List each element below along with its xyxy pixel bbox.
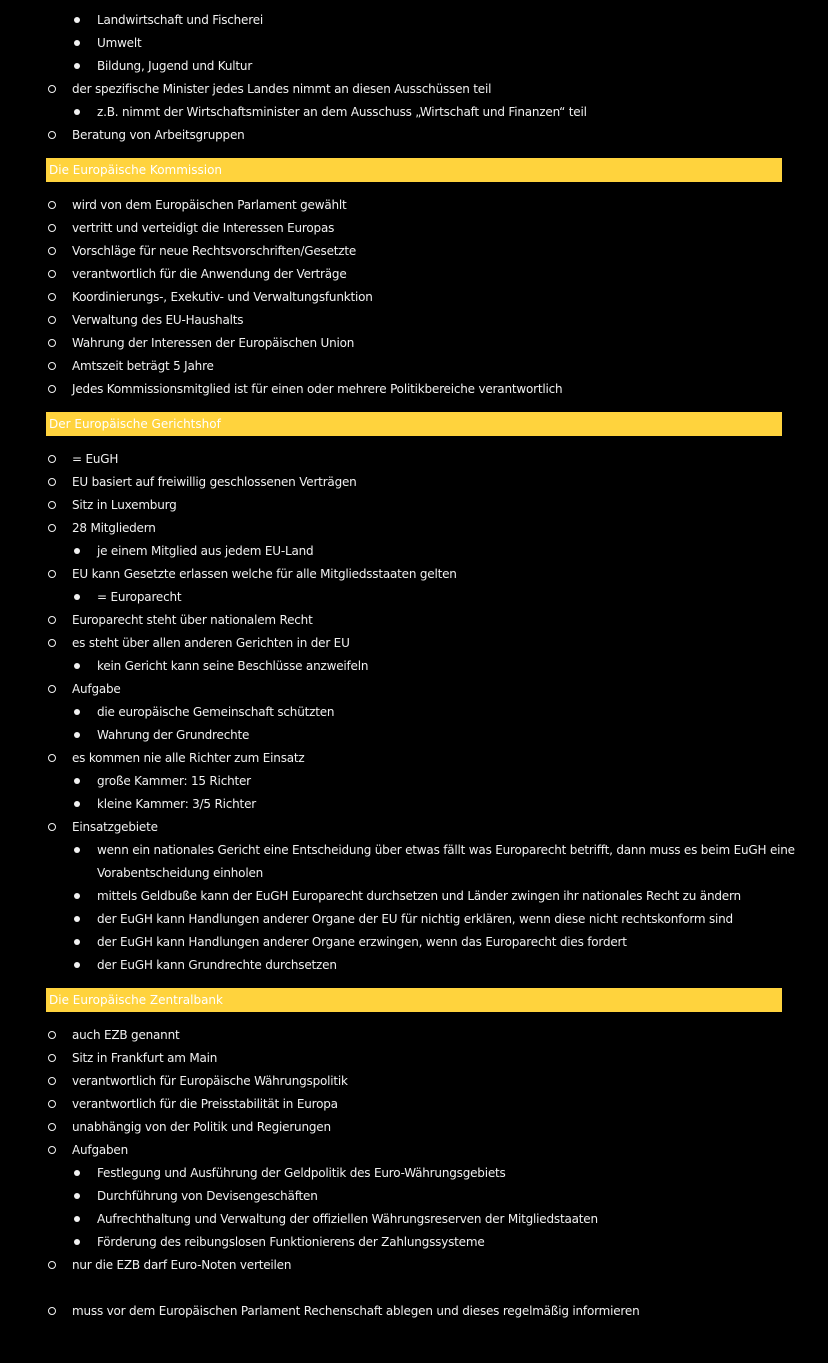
bullet-circle-icon	[48, 754, 56, 762]
list-item-text: EU kann Gesetzte erlassen welche für alle Mitgliedsstaaten gelten	[72, 567, 457, 581]
list-item-text: der EuGH kann Handlungen anderer Organe der EU für nichtig erklären, wenn diese nicht rechtskonform sind	[97, 912, 733, 926]
list-item-text: Vorabentscheidung einholen	[97, 866, 264, 880]
list-item-text: = Europarecht	[97, 590, 182, 604]
list-item-text: Jedes Kommissionsmitglied ist für einen oder mehrere Politikbereiche verantwortlich	[72, 382, 563, 396]
list-item-text: der spezifische Minister jedes Landes nimmt an diesen Ausschüssen teil	[72, 82, 492, 96]
list-item-text: Sitz in Frankfurt am Main	[72, 1051, 218, 1065]
section-heading-text: Der Europäische Gerichtshof	[49, 417, 221, 431]
list-item-text: je einem Mitglied aus jedem EU-Land	[97, 544, 314, 558]
list-item-text: Aufgabe	[72, 682, 121, 696]
bullet-circle-icon	[48, 501, 56, 509]
bullet-dot-icon	[74, 1239, 80, 1245]
list-item-text: kein Gericht kann seine Beschlüsse anzweifeln	[97, 659, 369, 673]
bullet-dot-icon	[74, 1170, 80, 1176]
list-item-text: Koordinierungs-, Exekutiv- und Verwaltungsfunktion	[72, 290, 373, 304]
list-item-text: verantwortlich für die Anwendung der Verträge	[72, 267, 347, 281]
bullet-circle-icon	[48, 823, 56, 831]
bullet-circle-icon	[48, 131, 56, 139]
bullet-dot-icon	[74, 893, 80, 899]
bullet-circle-icon	[48, 639, 56, 647]
list-item-text: die europäische Gemeinschaft schützten	[97, 705, 335, 719]
bullet-circle-icon	[48, 247, 56, 255]
bullet-dot-icon	[74, 939, 80, 945]
bullet-dot-icon	[74, 17, 80, 23]
list-item-text: nur die EZB darf Euro-Noten verteilen	[72, 1258, 292, 1272]
list-item-text: Beratung von Arbeitsgruppen	[72, 128, 245, 142]
bullet-circle-icon	[48, 685, 56, 693]
list-item-text: Europarecht steht über nationalem Recht	[72, 613, 313, 627]
list-item-text: Verwaltung des EU-Haushalts	[72, 313, 244, 327]
list-item-text: z.B. nimmt der Wirtschaftsminister an dem Ausschuss „Wirtschaft und Finanzen“ teil	[97, 105, 587, 119]
section-heading-text: Die Europäische Kommission	[49, 163, 223, 177]
list-item-text: 28 Mitgliedern	[72, 521, 156, 535]
list-item-text: mittels Geldbuße kann der EuGH Europarecht durchsetzen und Länder zwingen ihr nationales Recht zu ändern	[97, 889, 741, 903]
list-item-text: Festlegung und Ausführung der Geldpolitik des Euro-Währungsgebiets	[97, 1166, 506, 1180]
bullet-circle-icon	[48, 1123, 56, 1131]
list-item-text: es steht über allen anderen Gerichten in der EU	[72, 636, 350, 650]
list-item-text: Amtszeit beträgt 5 Jahre	[72, 359, 214, 373]
list-item-text: kleine Kammer: 3/5 Richter	[97, 797, 256, 811]
bullet-circle-icon	[48, 1100, 56, 1108]
bullet-dot-icon	[74, 962, 80, 968]
bullet-dot-icon	[74, 663, 80, 669]
list-item-text: Sitz in Luxemburg	[72, 498, 177, 512]
section-heading	[46, 412, 782, 436]
list-item-text: es kommen nie alle Richter zum Einsatz	[72, 751, 305, 765]
list-item-text: EU basiert auf freiwillig geschlossenen Verträgen	[72, 475, 357, 489]
list-item-text: Vorschläge für neue Rechtsvorschriften/Gesetzte	[72, 244, 357, 258]
section-heading-text: Die Europäische Zentralbank	[49, 993, 223, 1007]
bullet-circle-icon	[48, 316, 56, 324]
bullet-circle-icon	[48, 1146, 56, 1154]
bullet-dot-icon	[74, 1216, 80, 1222]
bullet-circle-icon	[48, 1054, 56, 1062]
list-item-text: verantwortlich für Europäische Währungspolitik	[72, 1074, 348, 1088]
list-item-text: unabhängig von der Politik und Regierungen	[72, 1120, 331, 1134]
list-item-text: Wahrung der Interessen der Europäischen Union	[72, 336, 355, 350]
list-item-text: Bildung, Jugend und Kultur	[97, 59, 253, 73]
list-item-text: Aufrechthaltung und Verwaltung der offiziellen Währungsreserven der Mitgliedstaaten	[97, 1212, 598, 1226]
bullet-circle-icon	[48, 1031, 56, 1039]
bullet-dot-icon	[74, 594, 80, 600]
list-item-text: vertritt und verteidigt die Interessen Europas	[72, 221, 335, 235]
list-item-text: Aufgaben	[72, 1143, 129, 1157]
list-item-text: Durchführung von Devisengeschäften	[97, 1189, 318, 1203]
list-item-text: auch EZB genannt	[72, 1028, 180, 1042]
bullet-circle-icon	[48, 293, 56, 301]
bullet-circle-icon	[48, 455, 56, 463]
section-heading	[46, 988, 782, 1012]
bullet-dot-icon	[74, 778, 80, 784]
list-item-text: muss vor dem Europäischen Parlament Rechenschaft ablegen und dieses regelmäßig informieren	[72, 1304, 640, 1318]
bullet-dot-icon	[74, 709, 80, 715]
bullet-dot-icon	[74, 40, 80, 46]
list-item-text: wird von dem Europäischen Parlament gewählt	[72, 198, 347, 212]
list-item-text: Einsatzgebiete	[72, 820, 158, 834]
bullet-dot-icon	[74, 916, 80, 922]
bullet-circle-icon	[48, 224, 56, 232]
list-item-text: Umwelt	[97, 36, 142, 50]
bullet-circle-icon	[48, 201, 56, 209]
list-item-text: wenn ein nationales Gericht eine Entscheidung über etwas fällt was Europarecht betrifft, dann muss es beim EuGH eine	[97, 843, 795, 857]
list-item-text: Landwirtschaft und Fischerei	[97, 13, 264, 27]
bullet-circle-icon	[48, 85, 56, 93]
bullet-dot-icon	[74, 1193, 80, 1199]
list-item-text: verantwortlich für die Preisstabilität in Europa	[72, 1097, 338, 1111]
list-item-text: der EuGH kann Grundrechte durchsetzen	[97, 958, 337, 972]
list-item-text: Wahrung der Grundrechte	[97, 728, 250, 742]
bullet-dot-icon	[74, 847, 80, 853]
bullet-dot-icon	[74, 548, 80, 554]
list-item-text: große Kammer: 15 Richter	[97, 774, 251, 788]
bullet-circle-icon	[48, 362, 56, 370]
bullet-circle-icon	[48, 570, 56, 578]
bullet-circle-icon	[48, 385, 56, 393]
bullet-circle-icon	[48, 524, 56, 532]
bullet-circle-icon	[48, 478, 56, 486]
bullet-circle-icon	[48, 270, 56, 278]
list-item-text: Förderung des reibungslosen Funktionierens der Zahlungssysteme	[97, 1235, 485, 1249]
bullet-dot-icon	[74, 801, 80, 807]
bullet-dot-icon	[74, 732, 80, 738]
bullet-circle-icon	[48, 339, 56, 347]
section-heading	[46, 158, 782, 182]
bullet-circle-icon	[48, 1307, 56, 1315]
list-item-text: = EuGH	[72, 452, 119, 466]
bullet-circle-icon	[48, 1261, 56, 1269]
list-item-text: der EuGH kann Handlungen anderer Organe erzwingen, wenn das Europarecht dies fordert	[97, 935, 627, 949]
bullet-dot-icon	[74, 63, 80, 69]
bullet-circle-icon	[48, 1077, 56, 1085]
bullet-circle-icon	[48, 616, 56, 624]
bullet-dot-icon	[74, 109, 80, 115]
